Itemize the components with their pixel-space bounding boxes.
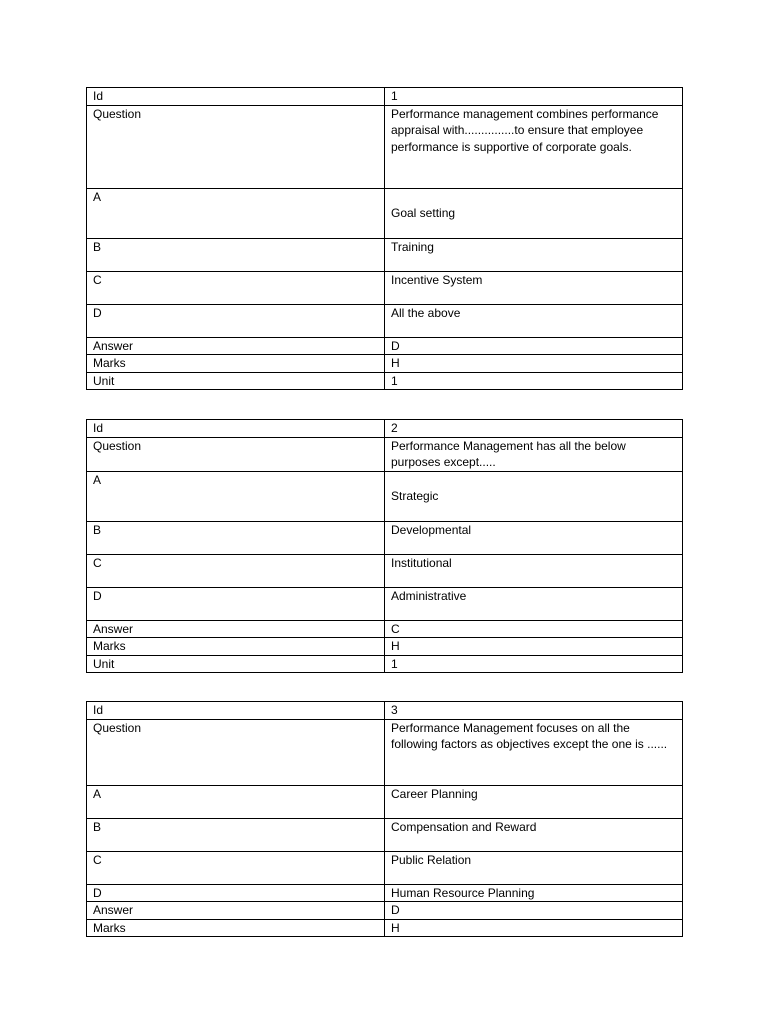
table-row-question (87, 719, 683, 785)
table-row-id (87, 88, 683, 106)
option-b-label: B (87, 521, 385, 554)
table-row-option-b (87, 238, 683, 271)
id-value: 1 (385, 88, 683, 106)
option-b-text: Training (385, 238, 683, 271)
question-label: Question (87, 105, 385, 188)
question-text: Performance Management has all the below purposes except..... (385, 437, 683, 471)
marks-label: Marks (87, 355, 385, 373)
table-row-question (87, 437, 683, 471)
unit-label: Unit (87, 655, 385, 673)
table-row-option-d (87, 587, 683, 620)
answer-value: C (385, 620, 683, 638)
option-d-label: D (87, 304, 385, 337)
table-row-marks (87, 919, 683, 937)
option-a-label: A (87, 785, 385, 818)
question-text: Performance management combines performance appraisal with...............to ensure that employee performance is supportive of corporate goals. (385, 105, 683, 188)
table-row-option-a (87, 188, 683, 238)
marks-value: H (385, 919, 683, 937)
question-label: Question (87, 437, 385, 471)
table-row-marks (87, 638, 683, 656)
table-row-option-a (87, 785, 683, 818)
table-row-id (87, 420, 683, 438)
table-row-question (87, 105, 683, 188)
unit-label: Unit (87, 372, 385, 390)
option-a-label: A (87, 471, 385, 521)
table-row-id (87, 702, 683, 720)
option-d-label: D (87, 587, 385, 620)
id-label: Id (87, 420, 385, 438)
table-row-option-a (87, 471, 683, 521)
id-label: Id (87, 88, 385, 106)
option-a-text: Goal setting (385, 188, 683, 238)
unit-value: 1 (385, 655, 683, 673)
answer-label: Answer (87, 337, 385, 355)
option-b-text: Developmental (385, 521, 683, 554)
table-row-unit (87, 372, 683, 390)
option-c-label: C (87, 851, 385, 884)
answer-value: D (385, 337, 683, 355)
unit-value: 1 (385, 372, 683, 390)
table-row-answer (87, 337, 683, 355)
marks-label: Marks (87, 919, 385, 937)
table-row-option-c (87, 271, 683, 304)
option-c-label: C (87, 554, 385, 587)
table-row-answer (87, 902, 683, 920)
question-table-1 (86, 87, 683, 390)
table-row-marks (87, 355, 683, 373)
table-row-answer (87, 620, 683, 638)
table-row-option-c (87, 851, 683, 884)
option-a-text: Strategic (385, 471, 683, 521)
option-d-text: All the above (385, 304, 683, 337)
table-row-unit (87, 655, 683, 673)
question-table-2 (86, 419, 683, 673)
marks-value: H (385, 638, 683, 656)
table-row-option-d (87, 884, 683, 902)
answer-label: Answer (87, 620, 385, 638)
option-b-label: B (87, 818, 385, 851)
id-value: 3 (385, 702, 683, 720)
marks-value: H (385, 355, 683, 373)
table-row-option-b (87, 818, 683, 851)
option-c-text: Incentive System (385, 271, 683, 304)
option-d-text: Human Resource Planning (385, 884, 683, 902)
id-label: Id (87, 702, 385, 720)
option-c-text: Institutional (385, 554, 683, 587)
marks-label: Marks (87, 638, 385, 656)
answer-label: Answer (87, 902, 385, 920)
option-c-label: C (87, 271, 385, 304)
question-text: Performance Management focuses on all the following factors as objectives except the one is ...... (385, 719, 683, 785)
option-c-text: Public Relation (385, 851, 683, 884)
id-value: 2 (385, 420, 683, 438)
table-row-option-d (87, 304, 683, 337)
option-d-text: Administrative (385, 587, 683, 620)
answer-value: D (385, 902, 683, 920)
option-d-label: D (87, 884, 385, 902)
option-a-label: A (87, 188, 385, 238)
option-b-text: Compensation and Reward (385, 818, 683, 851)
option-a-text: Career Planning (385, 785, 683, 818)
question-table-3 (86, 701, 683, 937)
question-label: Question (87, 719, 385, 785)
table-row-option-b (87, 521, 683, 554)
table-row-option-c (87, 554, 683, 587)
option-b-label: B (87, 238, 385, 271)
